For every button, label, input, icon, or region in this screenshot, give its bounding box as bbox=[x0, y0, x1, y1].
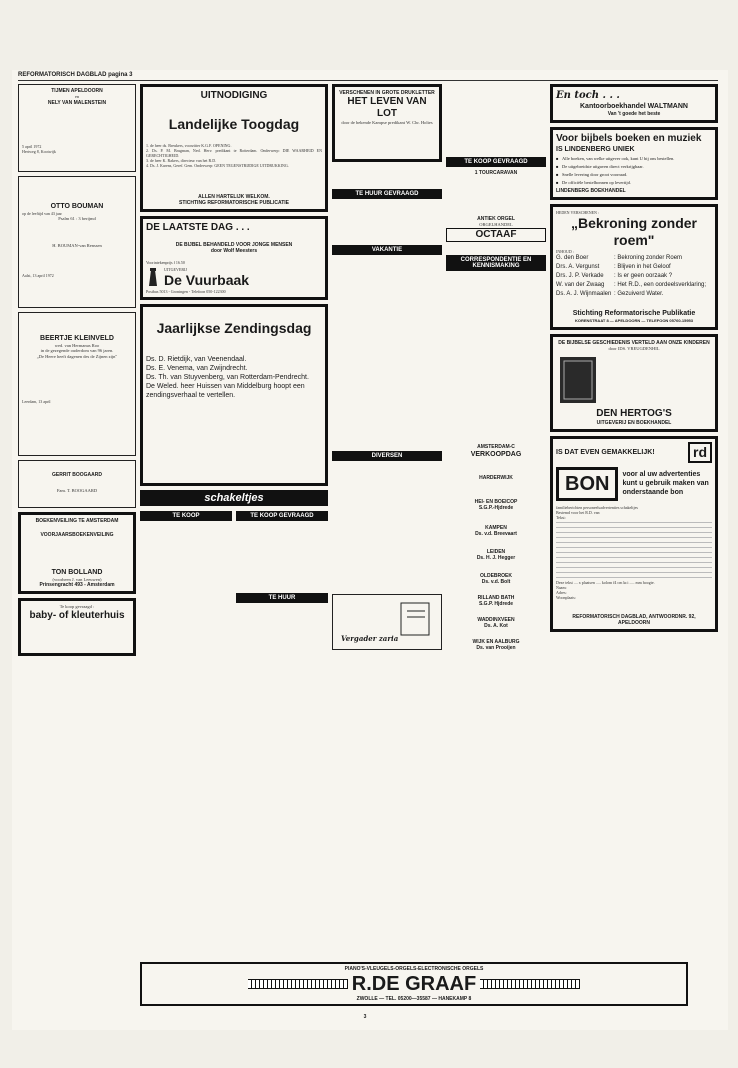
bon-field-name[interactable]: Naam: bbox=[556, 584, 567, 590]
content-author-3: Drs. J. P. Verkade bbox=[556, 273, 604, 279]
bon-field-address[interactable]: Adres: bbox=[556, 589, 567, 595]
content-author-5: Ds. A. J. Wijnmaalen bbox=[556, 291, 612, 297]
notice-obituary-2 bbox=[18, 312, 136, 457]
section-te-koop-gevraagd: TE KOOP GEVRAAGD bbox=[446, 157, 546, 167]
invitation-footer: STICHTING REFORMATORISCHE PUBLICATIE bbox=[179, 200, 289, 206]
bon-field-city[interactable]: Woonplaats: bbox=[556, 594, 576, 600]
church-place-4: KAMPEN bbox=[485, 524, 507, 531]
bon-field-destined: Bestemd voor het R.D. van bbox=[556, 509, 600, 515]
column-2 bbox=[140, 84, 328, 674]
classifieds-te-koop: TE KOOP bbox=[140, 511, 232, 521]
vuurbaak-ad bbox=[140, 216, 328, 300]
lot-title: HET LEVEN VAN LOT bbox=[347, 96, 427, 119]
page-number: 3 bbox=[363, 1014, 367, 1020]
vuurbaak-author: door Wolf Meesters bbox=[210, 248, 258, 254]
auction-title: BOEKENVEILING TE AMSTERDAM bbox=[35, 517, 119, 524]
obituary-place: Aalst, 13 april 1972 bbox=[22, 272, 54, 278]
vuurbaak-book: DE BIJBEL BEHANDELD VOOR JONGE MENSEN bbox=[175, 242, 293, 248]
obituary-signed-3: Fam. T. BOOGAARD bbox=[56, 488, 98, 493]
content-author-2: Drs. A. Vergunst bbox=[556, 264, 600, 270]
bekroning-ad bbox=[550, 204, 718, 330]
auction-subtitle: VOORJAARSBOEKENVEILING bbox=[40, 531, 114, 538]
section-diversen: DIVERSEN bbox=[332, 451, 442, 461]
waltmann-sub: Van 't goede het beste bbox=[607, 111, 661, 117]
lindenberg-points bbox=[556, 156, 712, 186]
octaaf-logo: OCTAAF bbox=[446, 228, 546, 242]
bon-tagline: voor al uw advertenties kunt u gebruik maken van onderstaande bon bbox=[622, 471, 709, 496]
obituary-name-1: OTTO BOUMAN bbox=[50, 202, 104, 210]
classifieds-te-huur: TE HUUR bbox=[236, 593, 328, 603]
church-title-9: Ds. van Prooijen bbox=[476, 644, 516, 651]
church-title-1: VERKOOPDAG bbox=[470, 450, 522, 458]
content-title-1: : Bekroning zonder Roem bbox=[614, 255, 683, 261]
content-author-4: W. van der Zwaag bbox=[556, 282, 605, 288]
lindenberg-title: Voor bijbels boeken en muziek bbox=[556, 133, 702, 144]
notice-obituary-1 bbox=[18, 176, 136, 308]
orgelhandel: ORGELHANDEL bbox=[479, 222, 513, 227]
lindenberg-point-3: ■ Snelle levering door groot voorraad. bbox=[556, 172, 712, 178]
obituary-verse: Psalm 61 : 3 berijmd bbox=[58, 215, 96, 221]
auction-company: TON BOLLAND bbox=[51, 568, 103, 576]
auction-ad bbox=[18, 512, 136, 595]
de-graaf-address: ZWOLLE — TEL. 05200—35587 — HANEKAMP 8 bbox=[356, 996, 472, 1002]
hertog-author: door IDS. VREUGDENHIL bbox=[608, 346, 660, 351]
invitation-event: Landelijke Toogdag bbox=[168, 116, 300, 132]
notice-date: 5 april 1972 bbox=[22, 143, 42, 149]
bon-footer: REFORMATORISCH DAGBLAD, ANTWOORDNR. 92, APELDOORN bbox=[572, 613, 696, 626]
obituary-place-2: Leerdam, 13 april bbox=[22, 399, 51, 404]
invitation-item-2: 2. Ds. P. M. Brugman, Ned. Herv. predikant te Rotterdam. Onderwerp: DIE WAARHEID EN GERECHTIGHEID. bbox=[146, 148, 322, 158]
church-place-7: RILLAND BATH bbox=[477, 594, 515, 601]
invitation-item-4: 4. Ds. J. Karens, Geref. Gem. Onderwerp: GEEN TEGENSTRIJDIGE UITDRUKKING. bbox=[146, 163, 289, 168]
obituary-name-3: GERRIT BOOGAARD bbox=[52, 472, 102, 478]
bon-logo: BON bbox=[556, 467, 618, 501]
content-title-4: : Het R.D., een oordeelsverklaring; bbox=[614, 282, 707, 288]
classifieds-brand: schakeltjes bbox=[140, 490, 328, 506]
invitation-welcome: ALLEN HARTELIJK WELKOM. bbox=[198, 194, 270, 200]
obituary-signed: H. BOUMAN-van Renssen bbox=[52, 243, 102, 248]
invitation-ad bbox=[140, 84, 328, 212]
vuurbaak-logo-row bbox=[146, 267, 322, 289]
classifieds-te-koop-gevraagd: TE KOOP GEVRAAGD bbox=[236, 511, 328, 521]
vergader-ad bbox=[332, 594, 442, 650]
church-title-3: S.G.P.-Hjdrede bbox=[478, 504, 514, 511]
de-graaf-top: PIANO'S-VLEUGELS-ORGELS-ELECTRONISCHE ORGELS bbox=[344, 966, 484, 972]
column-3 bbox=[332, 84, 442, 854]
mission-speaker-2: Ds. E. Venema, van Zwijndrecht. bbox=[146, 365, 248, 372]
lighthouse-icon bbox=[146, 268, 160, 288]
church-place-3: HEI- EN BOEICOP bbox=[474, 498, 518, 505]
invitation-item-3: 3. de heer K. Rakers, directeur van het R.D. bbox=[146, 158, 217, 163]
church-title-4: Ds. v.d. Breevaart bbox=[475, 530, 517, 537]
lindenberg-point-4: ■ De officiële bestelbonnen op levertijd. bbox=[556, 180, 712, 186]
church-place-9: WIJK EN AALBURG bbox=[472, 638, 520, 645]
notice-obituary-3 bbox=[18, 460, 136, 508]
notice-and: en bbox=[74, 94, 80, 99]
content-title-5: : Gezuiverd Water. bbox=[614, 291, 664, 297]
obituary-age-1: op de leeftijd van 43 jaar bbox=[22, 210, 62, 216]
lindenberg-address: LINDENBERG BOEKHANDEL bbox=[556, 188, 626, 194]
vuurbaak-publisher: De Vuurbaak bbox=[164, 272, 250, 288]
church-title-5: Ds. H. J. Hegger bbox=[476, 554, 516, 561]
bon-checklist[interactable]: familieberichten personeelsadvertenties schakeltjes bbox=[556, 504, 638, 510]
content-title-3: : Is er geen oorzaak ? bbox=[614, 273, 673, 279]
hertog-name: DEN HERTOG'S bbox=[596, 407, 672, 419]
church-place-8: WADDINXVEEN bbox=[477, 616, 515, 623]
mission-speaker-3: Ds. Th. van Stuyvenberg, van Rotterdam-Pendrecht. bbox=[146, 374, 309, 381]
column-4 bbox=[446, 84, 546, 651]
page-header: REFORMATORISCH DAGBLAD pagina 3 bbox=[18, 72, 133, 78]
antiek-orgel: ANTIEK ORGEL bbox=[477, 216, 515, 222]
de-graaf-name: R.DE GRAAF bbox=[351, 973, 477, 995]
notice-engagement bbox=[18, 84, 136, 172]
vuurbaak-price: Voorintekenprijs f 16.50 bbox=[146, 260, 185, 265]
column-1 bbox=[18, 84, 136, 660]
church-place-5: LEIDEN bbox=[486, 548, 506, 555]
church-place-6: OLDEBROEK bbox=[480, 572, 512, 579]
rd-logo: rd bbox=[688, 442, 712, 463]
bekroning-publisher: Stichting Reformatorische Publikatie bbox=[572, 310, 696, 317]
notice-body bbox=[22, 106, 132, 144]
mission-ad bbox=[140, 304, 328, 486]
bible-book-icon bbox=[556, 355, 600, 405]
mission-title: Jaarlijkse Zendingsdag bbox=[156, 320, 312, 336]
piano-keys-left bbox=[248, 979, 348, 989]
auction-sub: (voorheen J. van Leeuwen) bbox=[52, 576, 102, 582]
bekroning-contents-head: INHOUD : bbox=[556, 249, 574, 254]
lindenberg-point-2: ■ De uitgebreidste uitgaven direct verkrijgbaar. bbox=[556, 164, 712, 170]
obituary-quote: „De Heere heeft dagenen des de Zijnen zijn" bbox=[36, 353, 118, 359]
lot-subtitle: VERSCHENEN IN GROTE DRUKLETTER bbox=[339, 90, 435, 96]
bekroning-publisher-address: KORENSTRAAT 8 — APELDOORN — TELEFOON 05760-15953 bbox=[574, 318, 694, 323]
bon-text-lines[interactable] bbox=[556, 520, 712, 578]
church-place-2: HARDERWIJK bbox=[479, 474, 513, 481]
vuurbaak-title: DE LAATSTE DAG . . . bbox=[146, 222, 250, 233]
obituary-age-2: in de gezegende ouderdom van 96 jaren. bbox=[40, 348, 114, 353]
section-correspondentie: CORRESPONDENTIE EN KENNISMAKING bbox=[446, 255, 546, 271]
obituary-name-2: BEERTJE KLEINVELD bbox=[40, 334, 114, 342]
notice-name-1: TIJMEN APELDOORN bbox=[51, 88, 103, 94]
tourcaravan: 1 TOURCARAVAN bbox=[474, 170, 518, 176]
lindenberg-point-1: ■ Alle boeken, van welke uitgever ook, kunt U bij ons bestellen. bbox=[556, 156, 712, 162]
bekroning-title: „Bekroning zonder roem" bbox=[570, 215, 697, 248]
invitation-title: UITNODIGING bbox=[200, 90, 268, 101]
church-title-7: S.G.P. Hjdrede bbox=[478, 600, 514, 607]
column-5 bbox=[550, 84, 718, 636]
hertog-lead: DE BIJBELSE GESCHIEDENIS VERTELD AAN ONZE KINDEREN bbox=[558, 340, 710, 346]
waltmann-lead: En toch . . . bbox=[556, 90, 620, 101]
hertog-sub: UITGEVERIJ EN BOEKHANDEL bbox=[596, 419, 672, 426]
mission-speaker-1: Ds. D. Rietdijk, van Veenendaal. bbox=[146, 356, 247, 363]
bon-field-text: Tekst: bbox=[556, 514, 566, 520]
bon-title: IS DAT EVEN GEMAKKELIJK! bbox=[556, 448, 655, 456]
section-te-huur-gevraagd: TE HUUR GEVRAAGD bbox=[332, 189, 442, 199]
book-icon bbox=[397, 599, 437, 639]
section-vakantie: VAKANTIE bbox=[332, 245, 442, 255]
classifieds bbox=[140, 490, 328, 674]
baby-title: baby- of kleuterhuis bbox=[29, 609, 125, 621]
notice-name-2: NELY VAN MALENSTEIN bbox=[47, 99, 107, 106]
baby-house-ad bbox=[18, 598, 136, 656]
waltmann-ad bbox=[550, 84, 718, 123]
bekroning-contents bbox=[556, 254, 712, 299]
lindenberg-ad bbox=[550, 127, 718, 200]
vuurbaak-publisher-pre: UITGEVERIJ bbox=[164, 267, 187, 272]
de-graaf-ad bbox=[140, 962, 688, 1006]
lot-book-ad bbox=[332, 84, 442, 162]
mission-speaker-4: De Weled. heer Huissen van Middelburg hoopt een zendingsverhaal te vertellen. bbox=[146, 383, 305, 399]
lot-author: door de bekende Kampse predikant W. Chr. Holtes bbox=[341, 120, 433, 125]
vuurbaak-address: Postbus 5013 - Groningen - Telefoon 050-122300 bbox=[146, 289, 226, 294]
bekroning-lead: HEDEN VERSCHENEN : bbox=[556, 210, 600, 215]
notice-address: Hertweg 8, Kootwijk bbox=[22, 148, 56, 154]
church-title-6: Ds. v.d. Bolt bbox=[481, 578, 511, 585]
content-title-2: : Blijven in het Geloof bbox=[614, 264, 671, 270]
lindenberg-name: IS LINDENBERG UNIEK bbox=[556, 146, 635, 153]
den-hertog-ad bbox=[550, 334, 718, 432]
vergader-text: Vergader zaria bbox=[341, 633, 399, 643]
piano-keys-right bbox=[480, 979, 580, 989]
church-title-8: Ds. A. Kot bbox=[484, 622, 508, 629]
header-rule bbox=[18, 80, 718, 81]
church-place-1: AMSTERDAM-C bbox=[477, 443, 515, 450]
waltmann-title: Kantoorboekhandel WALTMANN bbox=[580, 103, 688, 110]
content-author-1: G. den Boer bbox=[556, 255, 589, 261]
auction-address: Prinsengracht 493 - Amsterdam bbox=[39, 582, 115, 588]
baby-intro: Te koop gevraagd : bbox=[59, 604, 95, 609]
obituary-sub-2: wed. van Hermanus Roo bbox=[54, 342, 100, 348]
bon-ad bbox=[550, 436, 718, 632]
bon-price: Deze tekst .... x plaatsen ..... kolom f4 cm kr.i ..... mm hoogte. bbox=[556, 579, 655, 585]
invitation-item-1: 1. de heer ds. Breukers, voorzitter K.G.F. OPENING. bbox=[146, 143, 232, 148]
